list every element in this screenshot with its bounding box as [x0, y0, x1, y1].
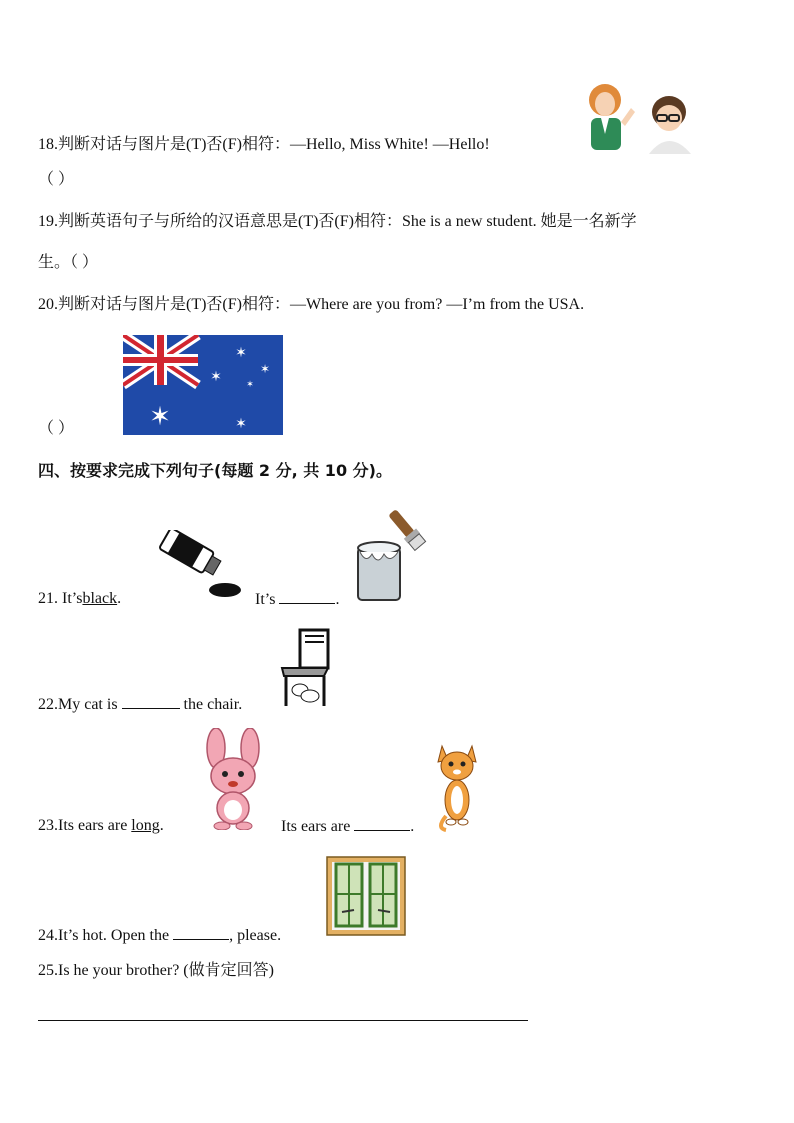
q23-lead: 23.Its ears are [38, 817, 128, 834]
q21-end: . [117, 590, 122, 607]
paint-tube-icon [150, 530, 245, 600]
q20-answer-parens[interactable]: （ ） [38, 420, 75, 437]
q22-answer-blank[interactable] [122, 694, 180, 709]
section-4-heading: 四、按要求完成下列句子(每题 2 分, 共 10 分)。 [38, 461, 392, 480]
svg-text:✶: ✶ [235, 416, 247, 432]
q23-second-end: . [410, 818, 415, 835]
svg-text:✶: ✶ [210, 369, 222, 385]
q20-line: 20.判断对话与图片是(T)否(F)相符：—Where are you from? —I’m from the USA. [38, 296, 585, 313]
q18-answer-parens[interactable]: （ ） [38, 171, 75, 188]
q24-lead: 24.It’s hot. Open the [38, 927, 170, 944]
teacher-and-boy-icon [583, 82, 695, 154]
q21-answer-blank[interactable] [279, 589, 335, 604]
paint-can-icon [352, 502, 432, 602]
q21-number: 21. [38, 590, 58, 607]
q22-line [38, 694, 242, 715]
q23-end: . [159, 817, 164, 834]
australian-flag-icon [123, 335, 283, 435]
q22-end: the chair. [183, 696, 243, 713]
svg-text:✶: ✶ [149, 402, 171, 432]
svg-text:✶: ✶ [235, 345, 247, 361]
q18-prefix: 18.判断对话与图片是(T)否(F)相符： [38, 136, 290, 153]
chair-with-cat-icon [280, 628, 332, 708]
q24-end: , please. [229, 927, 282, 944]
q24-line [38, 925, 281, 946]
q22-lead: 22.My cat is [38, 696, 118, 713]
q21-line [38, 589, 121, 609]
cat-icon [432, 742, 482, 832]
q21-second-lead: It’s [255, 591, 276, 608]
q18-line [38, 135, 490, 155]
svg-text:✶: ✶ [246, 380, 254, 390]
q19-line2[interactable]: 生。（ ） [38, 254, 99, 271]
q21-underlined-word: black [82, 590, 118, 607]
q21-second [255, 589, 339, 610]
q25-line: 25.Is he your brother? (做肯定回答) [38, 962, 274, 979]
q21-second-end: . [335, 591, 340, 608]
q25-answer-line[interactable] [38, 1020, 528, 1021]
q23-second [281, 816, 414, 837]
q21-lead: It’s [62, 590, 83, 607]
rabbit-icon [190, 728, 275, 830]
q19-line1: 19.判断英语句子与所给的汉语意思是(T)否(F)相符：She is a new student. 她是一名新学 [38, 213, 637, 230]
svg-text:✶: ✶ [259, 362, 271, 376]
window-icon [326, 856, 406, 936]
q18-dialogue: —Hello, Miss White! —Hello! [290, 136, 490, 153]
q23-line [38, 816, 164, 836]
q24-answer-blank[interactable] [173, 925, 229, 940]
q23-second-lead: Its ears are [281, 818, 351, 835]
q23-underlined-word: long [131, 817, 160, 834]
q23-answer-blank[interactable] [354, 816, 410, 831]
